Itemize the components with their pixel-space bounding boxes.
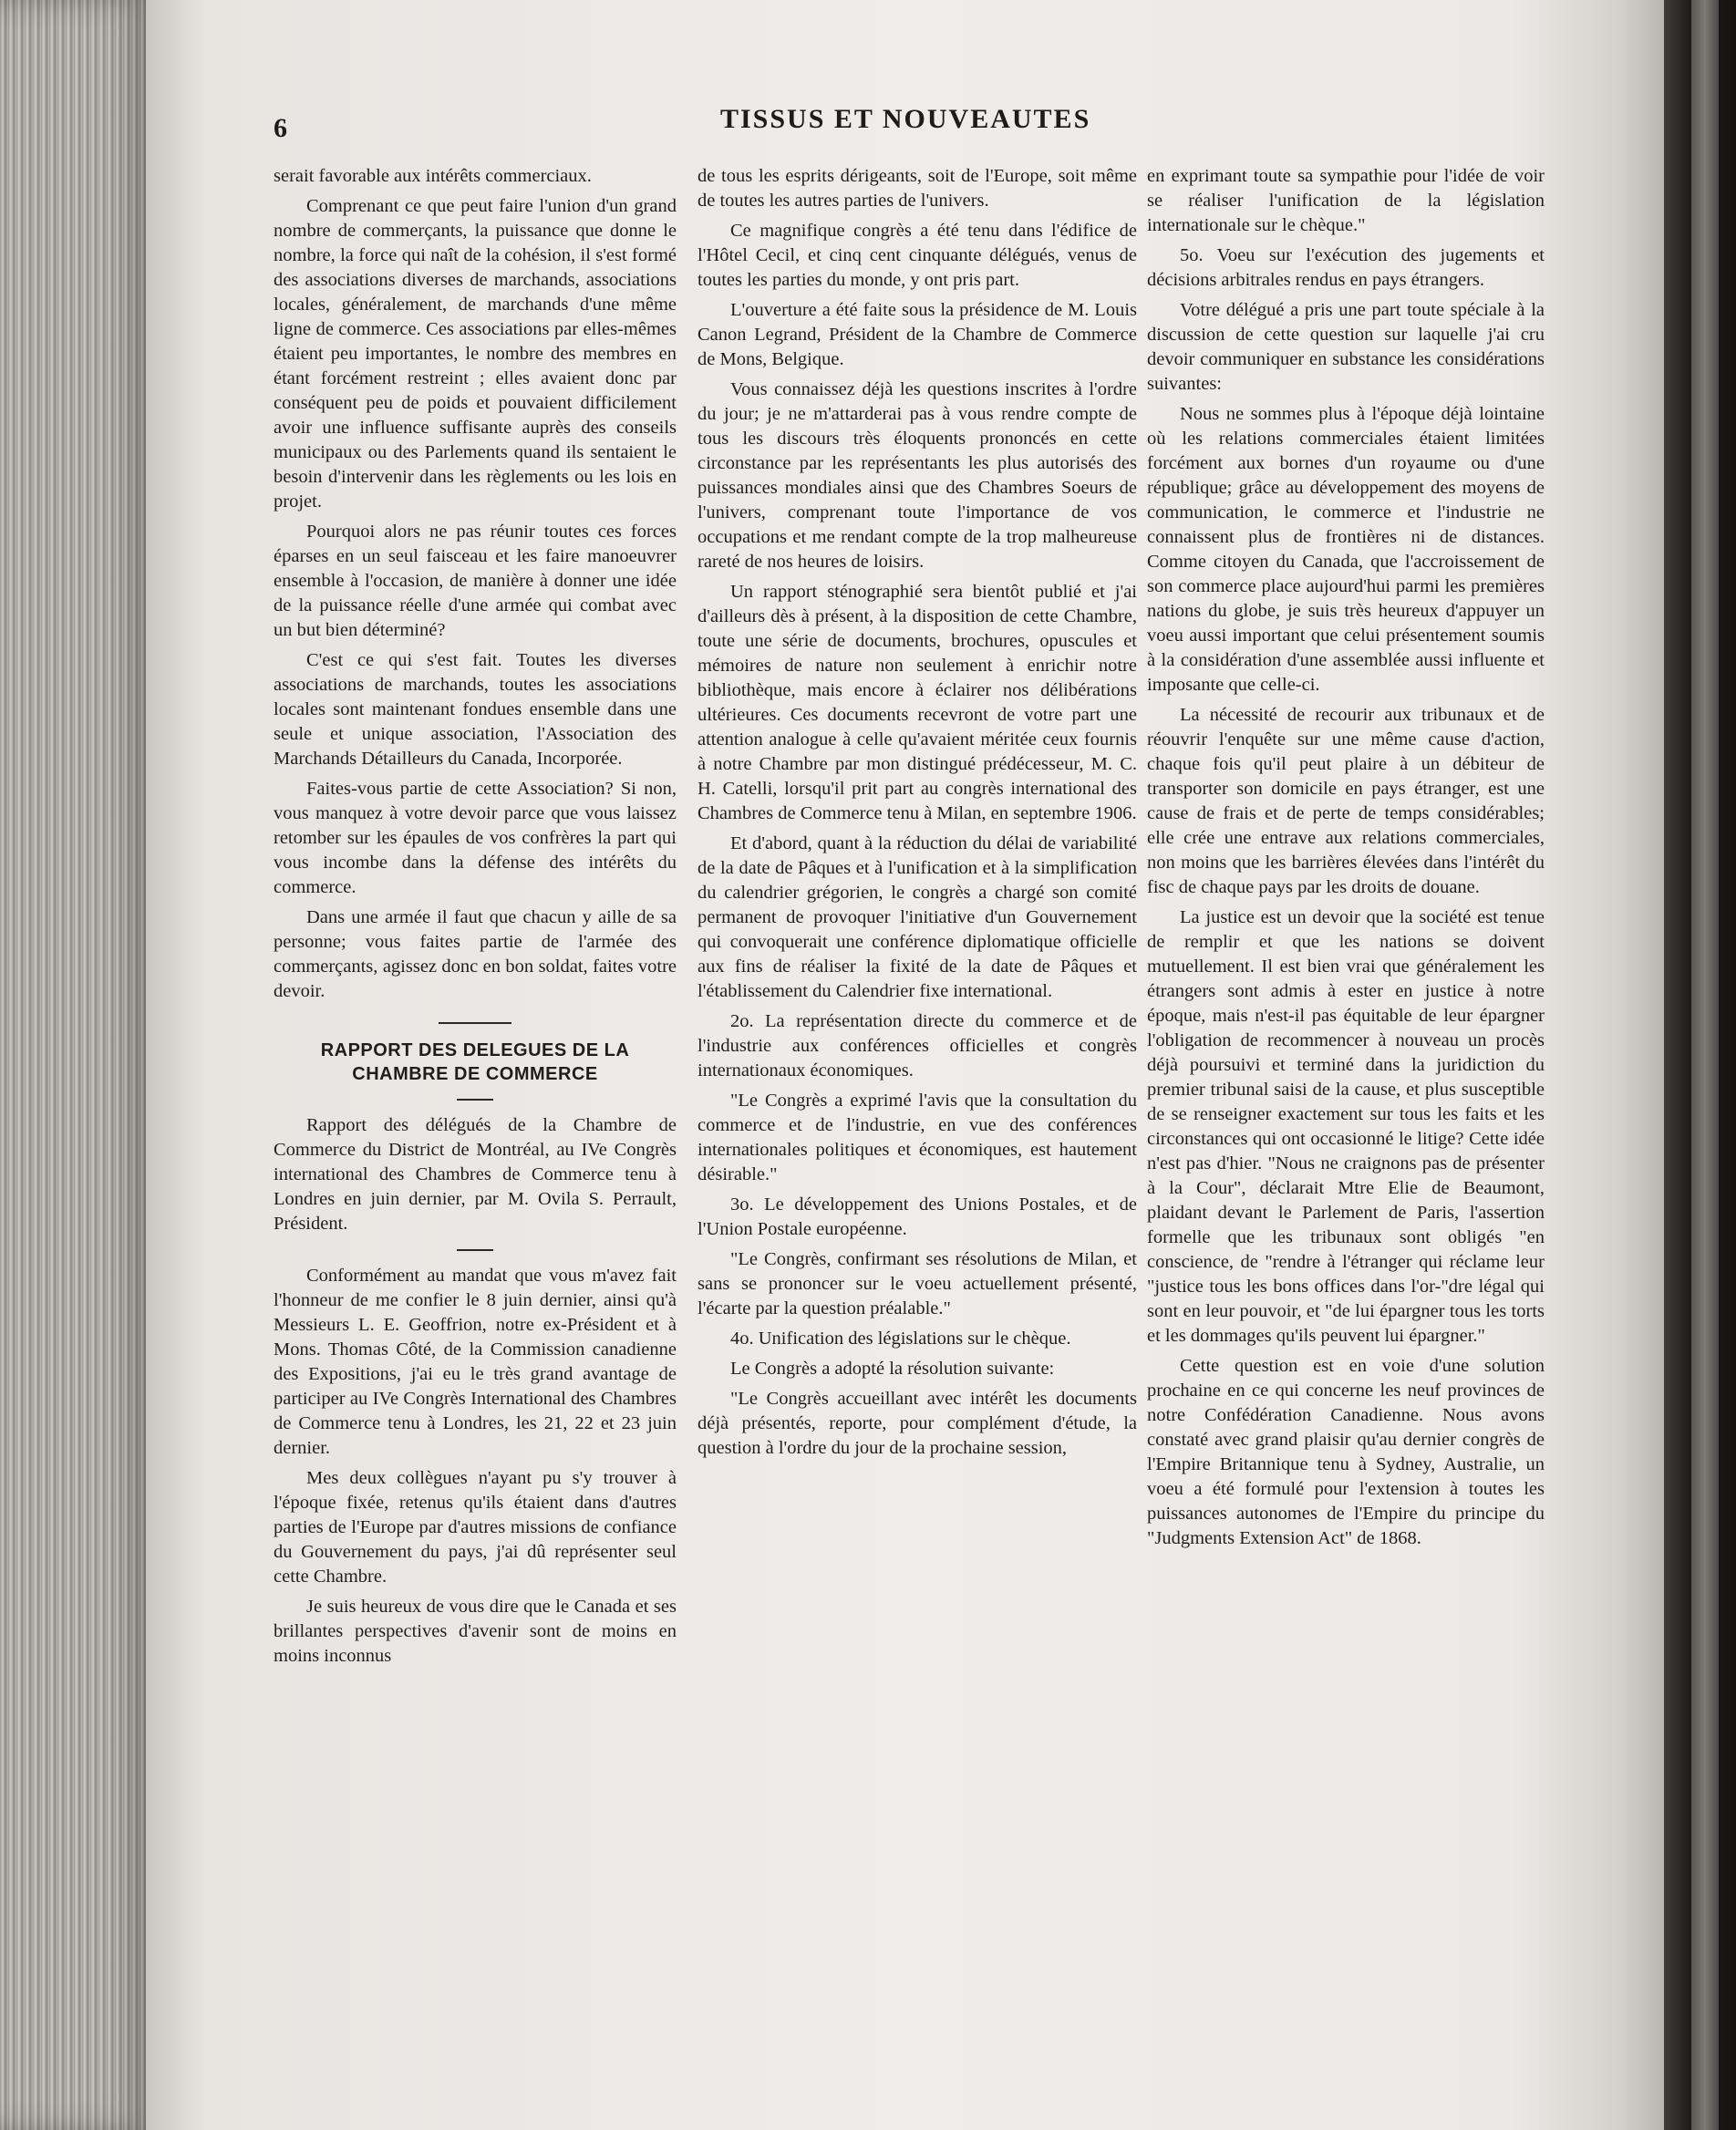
- paragraph: 4o. Unification des législations sur le chèque.: [730, 1329, 1071, 1349]
- paragraph: 5o. Voeu sur l'exécution des jugements et décisions arbitrales rendus en pays étrangers.: [1147, 245, 1545, 290]
- section-divider: [439, 1022, 512, 1024]
- paragraph: 2o. La représentation directe du commerce et de l'industrie aux conférences officielles et congrès internationaux économiques.: [698, 1011, 1137, 1081]
- paragraph: "Le Congrès, confirmant ses résolutions de Milan, et sans se prononcer sur le voeu actuellement présenté, l'écarte par la question préalable.": [698, 1249, 1137, 1318]
- paragraph: L'ouverture a été faite sous la présidence de M. Louis Canon Legrand, Président de la Chambre de Commerce de Mons, Belgique.: [698, 300, 1137, 369]
- paragraph: Rapport des délégués de la Chambre de Commerce du District de Montréal, au IVe Congrès international des Chambres de Commerce tenu à Londres en juin dernier, par M. Ovila S. Perrault, Président.: [274, 1115, 677, 1234]
- paragraph: Conformément au mandat que vous m'avez fait l'honneur de me confier le 8 juin dernier, ainsi qu'à Messieurs L. E. Geoffrion, notre ex-Président et à Mons. Thomas Côté, de la Commission canadienne des Expositions, j'ai eu le très grand avantage de participer au IVe Congrès International des Chambres de Commerce tenu à Londres, les 21, 22 et 23 juin dernier.: [274, 1266, 677, 1458]
- page-header: [274, 102, 1140, 148]
- column-1: [274, 164, 677, 1674]
- paragraph: 3o. Le développement des Unions Postales, et de l'Union Postale européenne.: [698, 1194, 1137, 1239]
- paragraph: Nous ne sommes plus à l'époque déjà lointaine où les relations commerciales étaient limitées forcément aux bornes d'un royaume ou d'une république; grâce au développement des moyens de communication, le commerce et l'industrie ne connaissent plus de frontières ni de distances. Comme citoyen du Canada, que l'accroissement de son commerce place aujourd'hui parmi les premières nations du globe, je suis très heureux d'appuyer un voeu aussi important que celui présentement soumis à la considération d'une assemblée aussi influente et imposante que celle-ci.: [1147, 404, 1545, 695]
- section-divider: [457, 1249, 493, 1251]
- section-divider: [457, 1099, 493, 1101]
- paragraph: Votre délégué a pris une part toute spéciale à la discussion de cette question sur laquelle j'ai cru devoir communiquer en substance les considérations suivantes:: [1147, 300, 1545, 394]
- page-number: 6: [274, 113, 287, 143]
- paragraph: Vous connaissez déjà les questions inscrites à l'ordre du jour; je ne m'attarderai pas à vous rendre compte de tous les discours très éloquents prononcés en cette circonstance par les représentants les plus autorisés des puissances mondiales ainsi que des Chambres Soeurs de l'univers, comprenant toute l'importance de vos occupations et me rendant compte de la trop malheureuse rareté de nos heures de loisirs.: [698, 379, 1137, 572]
- paragraph: Le Congrès a adopté la résolution suivante:: [730, 1359, 1055, 1379]
- paragraph: C'est ce qui s'est fait. Toutes les diverses associations de marchands, toutes les associations locales sont maintenant fondues ensemble dans une seule et unique association, l'Association des Marchands Détailleurs du Canada, Incorporée.: [274, 650, 677, 769]
- paragraph: en exprimant toute sa sympathie pour l'idée de voir se réaliser l'unification de la législation internationale sur le chèque.": [1147, 166, 1545, 235]
- paragraph: Je suis heureux de vous dire que le Canada et ses brillantes perspectives d'avenir sont de moins en moins inconnus: [274, 1597, 677, 1666]
- paragraph: Cette question est en voie d'une solution prochaine en ce qui concerne les neuf provinces de notre Confédération Canadienne. Nous avons constaté avec grand plaisir qu'au dernier congrès de l'Empire Britannique tenu à Sydney, Australie, un voeu a été formulé pour l'extension à toutes les puissances autonomes de l'Empire du principe du "Judgments Extension Act" de 1868.: [1147, 1356, 1545, 1548]
- running-title: TISSUS ET NOUVEAUTES: [720, 104, 1091, 134]
- column-3: [1147, 164, 1545, 1556]
- paragraph: Faites-vous partie de cette Association? Si non, vous manquez à votre devoir parce que vous laissez retomber sur les épaules de vos confrères la part qui vous incombe dans la défense des intérêts du commerce.: [274, 779, 677, 897]
- paragraph: "Le Congrès accueillant avec intérêt les documents déjà présentés, reporte, pour complément d'étude, la question à l'ordre du jour de la prochaine session,: [698, 1389, 1137, 1458]
- paragraph: Pourquoi alors ne pas réunir toutes ces forces éparses en un seul faisceau et les faire manoeuvrer ensemble à l'occasion, de manière à donner une idée de la puissance réelle d'une armée qui combat avec un but bien déterminé?: [274, 522, 677, 640]
- section-title: [274, 1039, 677, 1086]
- paragraph: Et d'abord, quant à la réduction du délai de variabilité de la date de Pâques et à l'unification et à la simplification du calendrier grégorien, le congrès a chargé son comité permanent de provoquer l'initiative d'un Gouvernement qui convoquerait une conférence diplomatique officielle aux fins de réaliser la fixité de la date de Pâques et l'établissement du Calendrier fixe international.: [698, 833, 1137, 1001]
- facing-page-edge: [1691, 0, 1719, 2130]
- section-title-line: CHAMBRE DE COMMERCE: [352, 1064, 598, 1084]
- paragraph: Mes deux collègues n'ayant pu s'y trouver à l'époque fixée, retenus qu'ils étaient dans d'autres parties de l'Europe par d'autres missions de confiance du Gouvernement du pays, j'ai dû représenter seul cette Chambre.: [274, 1468, 677, 1587]
- paragraph: La justice est un devoir que la société est tenue de remplir et que les nations se doivent mutuellement. Il est bien vrai que généralement les étrangers sont admis à ester en justice à notre époque, mais n'est-il pas équitable de leur épargner l'obligation de recommencer à nouveau un procès déjà poursuivi et terminé dans la juridiction du premier tribunal saisi de la cause, et plus susceptible de se renseigner exactement sur tous les faits et les circonstances qui ont occasionné le litige? Cette idée n'est pas d'hier. "Nous ne craignons pas de présenter à la Cour", déclarait Mtre Elie de Beaumont, plaidant devant le Parlement de Paris, l'assertion formelle que les tribunaux sont obligés "en conscience, de "rendre à l'étranger qui réclame leur "justice tous les bons offices dans l'or-"dre légal qui sont en leur pouvoir, et "de lui épargner tous les torts et les dommages qu'ils peuvent lui épargner.": [1147, 907, 1545, 1346]
- paragraph: serait favorable aux intérêts commerciaux.: [274, 166, 592, 186]
- section-title-line: RAPPORT DES DELEGUES DE LA: [320, 1040, 630, 1060]
- paragraph: La nécessité de recourir aux tribunaux et de réouvrir l'enquête sur une même cause d'action, chaque fois qu'il peut plaire à un débiteur de transporter son domicile en pays étranger, est une cause de frais et de perte de temps considérables; elle crée une entrave aux relations commerciales, non moins que les barrières élevées dans l'intérêt du fisc de chaque pays par les droits de douane.: [1147, 705, 1545, 897]
- book-page-edges: [0, 0, 150, 2130]
- column-2: [698, 164, 1137, 1466]
- paragraph: "Le Congrès a exprimé l'avis que la consultation du commerce et de l'industrie, en vue des conférences internationales politiques et économiques, est hautement désirable.": [698, 1091, 1137, 1184]
- paragraph: de tous les esprits dérigeants, soit de l'Europe, soit même de toutes les autres parties de l'univers.: [698, 166, 1137, 211]
- paragraph: Ce magnifique congrès a été tenu dans l'édifice de l'Hôtel Cecil, et cinq cent cinquante délégués, venus de toutes les parties du monde, y ont pris part.: [698, 221, 1137, 290]
- paragraph: Comprenant ce que peut faire l'union d'un grand nombre de commerçants, la puissance que donne le nombre, la force qui naît de la cohésion, il s'est formé des associations diverses de marchands, associations locales, généralement, de marchands d'une même ligne de commerce. Ces associations par elles-mêmes étaient peu importantes, le nombre des membres en étant forcément restreint ; elles avaient donc par conséquent peu de poids et pouvaient difficilement avoir une influence suffisante auprès des conseils municipaux ou des Parlements quand ils sentaient le besoin d'intervenir dans les règlements ou les lois en projet.: [274, 196, 677, 512]
- paragraph: Un rapport sténographié sera bientôt publié et j'ai d'ailleurs dès à présent, à la disposition de cette Chambre, toute une série de documents, brochures, opuscules et mémoires de nature non seulement à enrichir notre bibliothèque, mais encore à éclairer nos délibérations ultérieures. Ces documents recevront de votre part une attention analogue à celle qu'avaient méritée ceux fournis à notre Chambre par mon distingué prédécesseur, M. C. H. Catelli, lorsqu'il prit part au congrès international des Chambres de Commerce tenu à Milan, en septembre 1906.: [698, 582, 1137, 823]
- paragraph: Dans une armée il faut que chacun y aille de sa personne; vous faites partie de l'armée des commerçants, agissez donc en bon soldat, faites votre devoir.: [274, 907, 677, 1001]
